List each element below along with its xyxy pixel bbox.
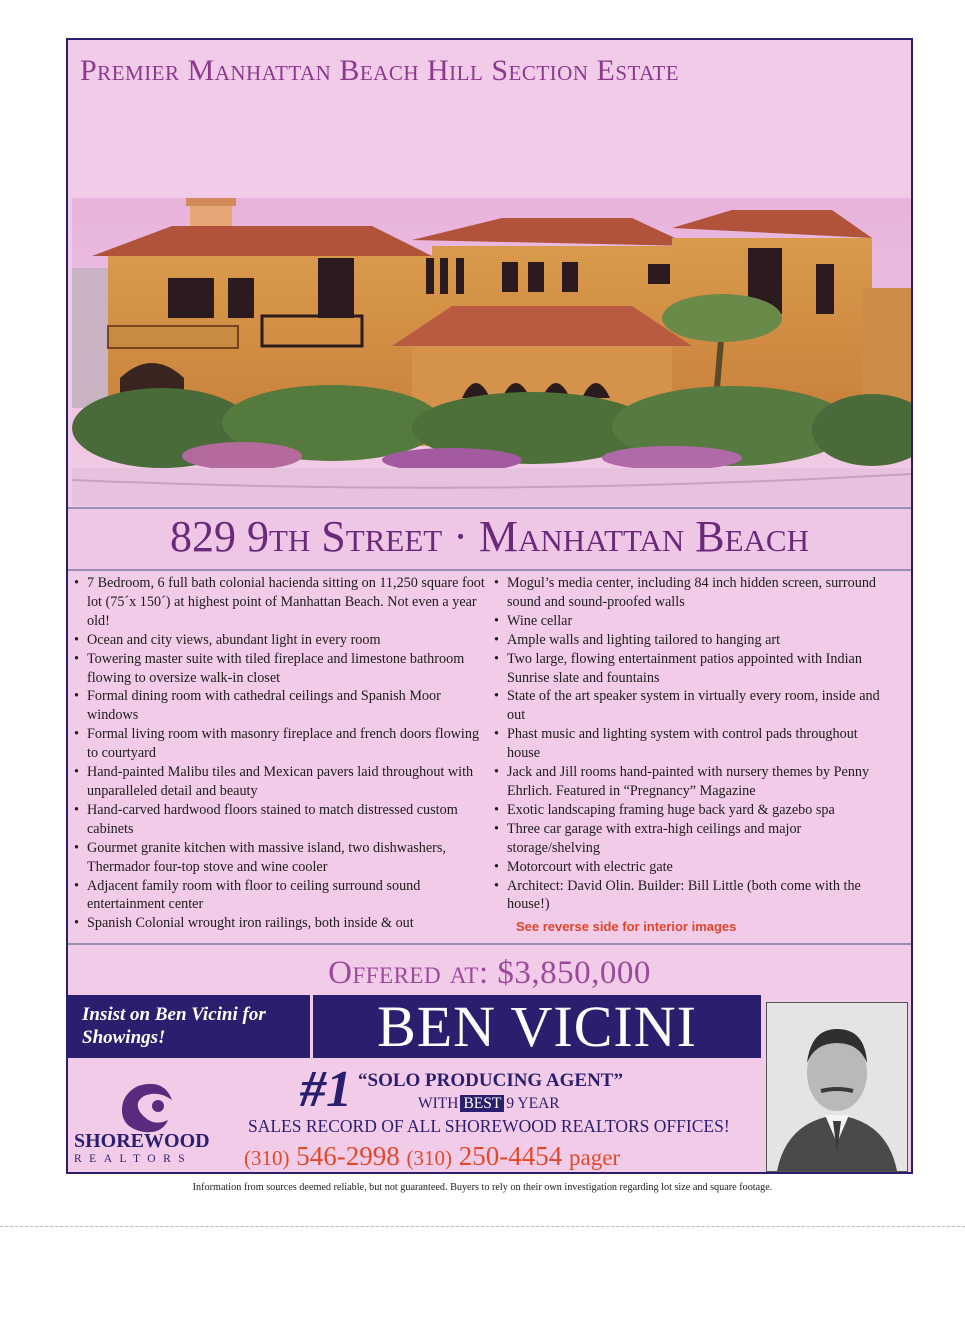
feature-item: • Three car garage with extra-high ceilings and major storage/shelving [494, 820, 894, 858]
brand-subtitle: REALTORS [74, 1153, 193, 1165]
phone-area-2: (310) [406, 1146, 452, 1170]
phone-numbers [244, 1141, 620, 1172]
sales-record: SALES RECORD OF ALL SHOREWOOD REALTORS OFFICES! [248, 1116, 730, 1136]
reverse-side-note: See reverse side for interior images [516, 919, 737, 935]
rank-number: #1 [300, 1061, 352, 1118]
feature-item: • Hand-painted Malibu tiles and Mexican pavers laid throughout with unparalleled detail and beauty [74, 763, 490, 801]
headline: Premier Manhattan Beach Hill Section Estate [80, 54, 680, 87]
feature-item: • Two large, flowing entertainment patios appointed with Indian Sunrise slate and fountains [494, 650, 894, 688]
feature-item: • Formal dining room with cathedral ceilings and Spanish Moor windows [74, 687, 490, 725]
feature-item: • Hand-carved hardwood floors stained to match distressed custom cabinets [74, 801, 490, 839]
feature-item: • Spanish Colonial wrought iron railings, both inside & out [74, 914, 490, 933]
feature-item: • Ample walls and lighting tailored to hanging art [494, 631, 894, 650]
pager-label: pager [569, 1145, 621, 1170]
feature-item: • Wine cellar [494, 612, 894, 631]
property-address: 829 9th Street · Manhattan Beach [169, 512, 809, 561]
agent-portrait [766, 1002, 908, 1172]
feature-item: • Jack and Jill rooms hand-painted with nursery themes by Penny Ehrlich. Featured in “Pregnancy” Magazine [494, 763, 894, 801]
feature-item: • Phast music and lighting system with control pads throughout house [494, 725, 894, 763]
phone-number-1[interactable]: 546-2998 [296, 1141, 400, 1171]
feature-item: • Architect: David Olin. Builder: Bill Little (both come with the house!) [494, 877, 894, 915]
feature-item: • State of the art speaker system in virtually every room, inside and out [494, 687, 894, 725]
scan-divider [0, 1226, 965, 1227]
insist-banner: Insist on Ben Vicini for Showings! [68, 995, 310, 1058]
feature-item: • Mogul’s media center, including 84 inch hidden screen, surround sound and sound-proofed walls [494, 574, 894, 612]
feature-item: • Adjacent family room with floor to ceiling surround sound entertainment center [74, 877, 490, 915]
disclaimer: Information from sources deemed reliable, but not guaranteed. Buyers to rely on their own investigation regarding lot size and square footage. [192, 1182, 773, 1193]
feature-item: • Towering master suite with tiled fireplace and limestone bathroom flowing to oversize walk-in closet [74, 650, 490, 688]
flyer [66, 38, 913, 1174]
rank-line [418, 1095, 560, 1113]
features-right [494, 574, 894, 937]
rank-with: WITH [418, 1095, 459, 1112]
offered-bar [68, 943, 911, 997]
phone-area-1: (310) [244, 1146, 290, 1170]
feature-item: • Exotic landscaping framing huge back yard & gazebo spa [494, 801, 894, 820]
feature-item: • 7 Bedroom, 6 full bath colonial hacienda sitting on 11,250 square foot lot (75´x 150´) at highest point of Manhattan Beach. Not even a year old! [74, 574, 490, 631]
address-bar [68, 507, 911, 571]
feature-item: • Formal living room with masonry fireplace and french doors flowing to courtyard [74, 725, 490, 763]
feature-item: • Motorcourt with electric gate [494, 858, 894, 877]
phone-number-2[interactable]: 250-4454 [458, 1141, 563, 1171]
agent-name: BEN VICINI [313, 995, 761, 1058]
best-badge: BEST [460, 1095, 504, 1112]
feature-item: • Ocean and city views, abundant light in every room [74, 631, 490, 650]
brand-name: SHOREWOOD [74, 1130, 210, 1152]
rank-year: 9 YEAR [506, 1095, 560, 1112]
estate-photo [72, 198, 911, 506]
feature-item: • Gourmet granite kitchen with massive island, two dishwashers, Thermador four-top stove and wine cooler [74, 839, 490, 877]
offered-price: Offered at: $3,850,000 [328, 955, 651, 991]
rank-title: “SOLO PRODUCING AGENT” [358, 1070, 623, 1091]
features-left [74, 574, 490, 933]
